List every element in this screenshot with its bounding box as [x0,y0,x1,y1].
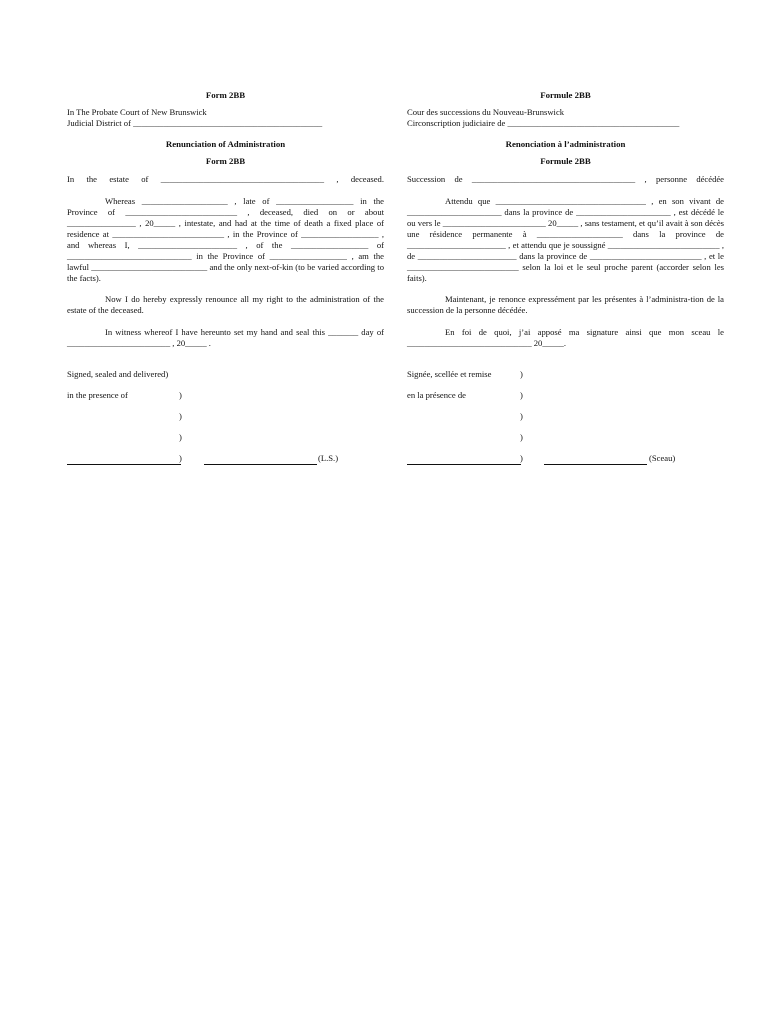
seal-label: (Sceau) [649,452,676,463]
document-heading: Renonciation à l’administration [505,139,626,150]
signature-lines [407,453,724,474]
witness-paragraph: In witness whereof I have hereunto set my hand and seal this _______ day of ________________________ , 20_____ . [67,326,384,348]
presence-line [67,390,384,411]
signed-label: Signée, scellée et remise [407,368,492,379]
presence-label: in the presence of [67,389,128,400]
signed-line [407,369,724,390]
signature-rule [544,464,647,465]
signed-line [67,369,384,390]
court-name: Cour des successions du Nouveau-Brunswick [407,107,565,118]
blank-line [407,411,724,432]
presence-line [407,390,724,411]
estate-line: In the estate of ______________________________________ , deceased. [67,174,384,185]
renounce-paragraph: Maintenant, je renonce expressément par les présentes à l’administra-tion de la succession de la personne décédée. [407,294,724,316]
bracket: ) [179,431,182,442]
witness-signature-rule [67,464,181,465]
witness-signature-rule [407,464,521,465]
witness-paragraph: En foi de quoi, j’ai apposé ma signature ainsi que mon sceau le _____________________________ 20_____. [407,326,724,348]
blank-line [407,432,724,453]
form-title: Form 2BB [205,90,246,100]
french-column [407,90,724,474]
bracket: ) [179,410,182,421]
bracket: ) [520,431,523,442]
document-heading: Renunciation of Administration [165,139,286,150]
bracket: ) [520,410,523,421]
whereas-paragraph: Whereas ____________________ , late of __________________ in the Province of __________________________ , deceased, died on or about ________________ , 20_____ , intestate, and had at the time of death a fixed place of residence at __________________________ , in the Province of __________________ , and whereas I, _______________________ , of the __________________ of _____________________________ in the Province of __________________ , am the lawful ___________________________ and the only next-of-kin (to be varied according to the facts). [67,195,384,284]
form-subheading: Form 2BB [205,156,246,167]
signature-block [407,369,724,474]
bracket: ) [179,452,182,463]
judicial-district: Judicial District of ____________________________________________ [67,118,323,129]
presence-label: en la présence de [407,389,466,400]
bracket: ) [520,389,523,400]
blank-line [67,411,384,432]
seal-label: (L.S.) [318,452,339,463]
court-name: In The Probate Court of New Brunswick [67,107,207,118]
bracket: ) [520,452,523,463]
estate-line: Succession de ______________________________________ , personne décédée [407,174,724,185]
bracket: ) [179,389,182,400]
blank-line [67,432,384,453]
form-subheading: Formule 2BB [540,156,591,167]
bracket: ) [520,368,523,379]
judicial-district: Circonscription judiciaire de ________________________________________ [407,118,680,129]
form-title: Formule 2BB [540,90,591,100]
renounce-paragraph: Now I do hereby expressly renounce all my right to the administration of the estate of the deceased. [67,294,384,316]
signature-block [67,369,384,474]
attendu-paragraph: Attendu que ___________________________________ , en son vivant de ______________________ dans la province de ______________________ , est décédé le ou vers le ________________________ 20_____ , sans testament, et qu’il avait à son décès une résidence permanente à ____________________ dans la province de _______________________ , et attendu que je soussigné __________________________ , de _______________________ dans la province de __________________________ , et le __________________________ selon la loi et le seul proche parent (accorder selon les faits). [407,195,724,284]
signature-rule [204,464,317,465]
signature-lines [67,453,384,474]
english-column [67,90,384,474]
signed-label: Signed, sealed and delivered) [67,368,169,379]
